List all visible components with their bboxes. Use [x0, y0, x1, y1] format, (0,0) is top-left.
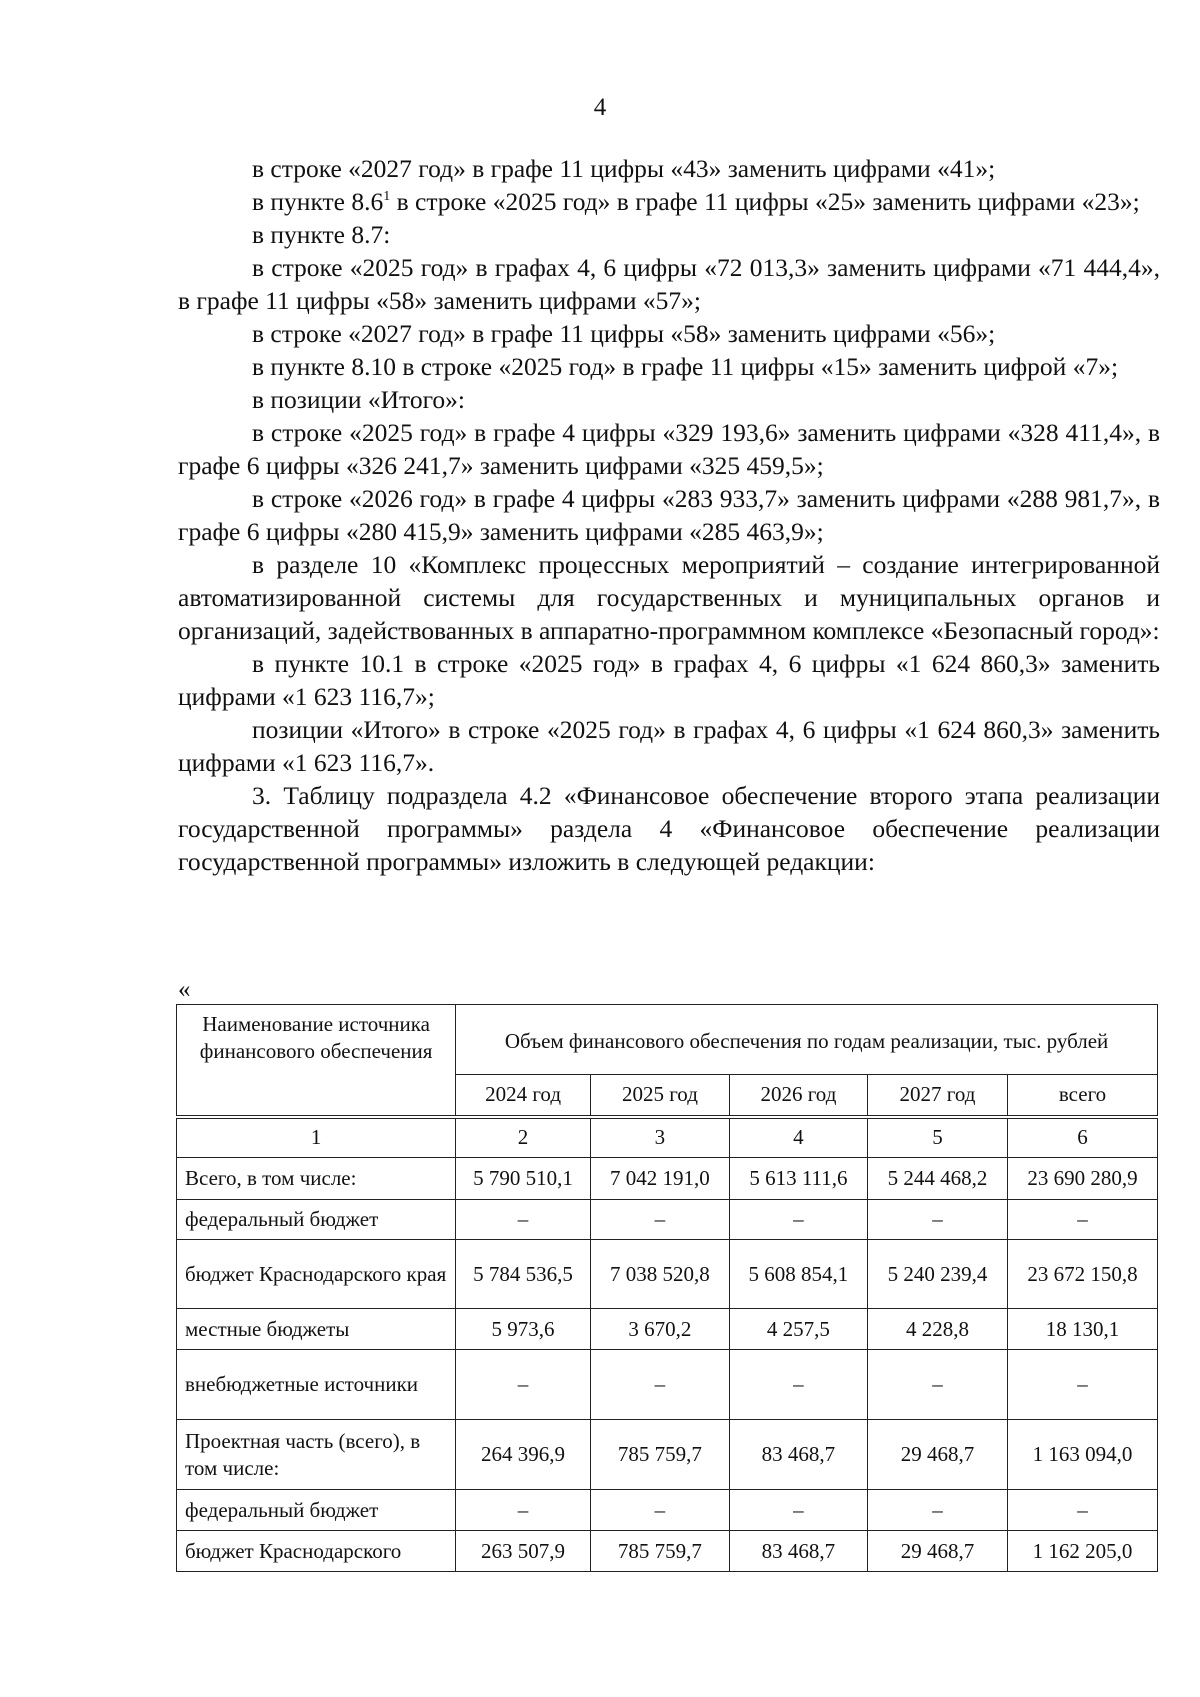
cell-value: 29 468,7	[867, 1531, 1007, 1572]
paragraph: в разделе 10 «Комплекс процессных мероприятий – создание интегрированной автоматизированной системы для государственных и муниципальных органов и организаций, задействованных в аппаратно-программном комплексе «Безопасный город»:	[178, 550, 1160, 645]
column-number: 2	[456, 1117, 591, 1158]
cell-value: –	[590, 1350, 729, 1420]
paragraph: в пункте 8.7:	[252, 220, 391, 249]
column-number: 1	[177, 1117, 456, 1158]
cell-value: 5 790 510,1	[456, 1158, 591, 1200]
cell-value: 785 759,7	[590, 1420, 729, 1490]
cell-value: 7 038 520,8	[590, 1240, 729, 1309]
cell-value: 83 468,7	[729, 1531, 867, 1572]
page-number: 4	[593, 94, 607, 121]
cell-value: –	[867, 1350, 1007, 1420]
row-name: федеральный бюджет	[177, 1490, 456, 1531]
row-name: местные бюджеты	[177, 1309, 456, 1350]
column-number: 4	[729, 1117, 867, 1158]
superscript: 1	[383, 189, 391, 204]
table-header-row	[177, 1005, 1158, 1075]
paragraph: в строке «2026 год» в графе 4 цифры «283 933,7» заменить цифрами «288 981,7», в графе 6 цифры «280 415,9» заменить цифрами «285 463,9»;	[178, 484, 1160, 546]
column-number-row	[177, 1117, 1158, 1158]
row-name: Проектная часть (всего), в том числе:	[177, 1420, 456, 1490]
cell-value: –	[867, 1200, 1007, 1240]
header-total: всего	[1008, 1075, 1158, 1117]
cell-value: 3 670,2	[590, 1309, 729, 1350]
paragraph: в пункте 8.10 в строке «2025 год» в графе 11 цифры «15» заменить цифрой «7»;	[252, 352, 1119, 381]
paragraph: в строке «2027 год» в графе 11 цифры «43» заменить цифрами «41»;	[252, 154, 996, 183]
cell-value: –	[590, 1490, 729, 1531]
cell-value: –	[1008, 1490, 1158, 1531]
header-year: 2024 год	[456, 1075, 591, 1117]
header-source-name: Наименование источника финансового обеспечения	[177, 1005, 456, 1117]
paragraph-text: в пункте 8.6	[252, 187, 384, 216]
header-year: 2027 год	[867, 1075, 1007, 1117]
table-row	[177, 1490, 1158, 1531]
table-row	[177, 1350, 1158, 1420]
table-row	[177, 1309, 1158, 1350]
cell-value: –	[456, 1490, 591, 1531]
column-number: 5	[867, 1117, 1007, 1158]
column-number: 6	[1008, 1117, 1158, 1158]
table-row	[177, 1240, 1158, 1309]
cell-value: –	[729, 1350, 867, 1420]
cell-value: 4 257,5	[729, 1309, 867, 1350]
cell-value: 7 042 191,0	[590, 1158, 729, 1200]
financing-table	[176, 1004, 1158, 1572]
paragraph: в позиции «Итого»:	[252, 385, 465, 414]
cell-value: 5 244 468,2	[867, 1158, 1007, 1200]
cell-value: –	[456, 1350, 591, 1420]
row-name: бюджет Краснодарского края	[177, 1240, 456, 1309]
table-row	[177, 1158, 1158, 1200]
paragraph: позиции «Итого» в строке «2025 год» в графах 4, 6 цифры «1 624 860,3» заменить цифрами «1 623 116,7».	[178, 715, 1160, 777]
paragraph: в строке «2027 год» в графе 11 цифры «58» заменить цифрами «56»;	[252, 319, 996, 348]
column-number: 3	[590, 1117, 729, 1158]
cell-value: 23 672 150,8	[1008, 1240, 1158, 1309]
header-volume: Объем финансового обеспечения по годам реализации, тыс. рублей	[456, 1005, 1158, 1075]
cell-value: 18 130,1	[1008, 1309, 1158, 1350]
document-body	[178, 152, 1160, 878]
cell-value: –	[729, 1200, 867, 1240]
table-row	[177, 1531, 1158, 1572]
cell-value: 1 163 094,0	[1008, 1420, 1158, 1490]
cell-value: 263 507,9	[456, 1531, 591, 1572]
header-year: 2026 год	[729, 1075, 867, 1117]
cell-value: 5 613 111,6	[729, 1158, 867, 1200]
cell-value: –	[1008, 1200, 1158, 1240]
row-name: бюджет Краснодарского	[177, 1531, 456, 1572]
cell-value: 23 690 280,9	[1008, 1158, 1158, 1200]
table-row	[177, 1420, 1158, 1490]
cell-value: 1 162 205,0	[1008, 1531, 1158, 1572]
cell-value: 264 396,9	[456, 1420, 591, 1490]
cell-value: 5 973,6	[456, 1309, 591, 1350]
paragraph: в строке «2025 год» в графе 4 цифры «329 193,6» заменить цифрами «328 411,4», в графе 6 цифры «326 241,7» заменить цифрами «325 459,5»;	[178, 418, 1160, 480]
cell-value: 29 468,7	[867, 1420, 1007, 1490]
cell-value: 83 468,7	[729, 1420, 867, 1490]
table-row	[177, 1200, 1158, 1240]
opening-quote: «	[178, 976, 191, 1003]
cell-value: 5 608 854,1	[729, 1240, 867, 1309]
cell-value: 785 759,7	[590, 1531, 729, 1572]
paragraph-text: в строке «2025 год» в графе 11 цифры «25» заменить цифрами «23»;	[390, 187, 1140, 216]
header-year: 2025 год	[590, 1075, 729, 1117]
cell-value: 4 228,8	[867, 1309, 1007, 1350]
cell-value: –	[590, 1200, 729, 1240]
cell-value: –	[867, 1490, 1007, 1531]
cell-value: –	[456, 1200, 591, 1240]
row-name: внебюджетные источники	[177, 1350, 456, 1420]
cell-value: –	[1008, 1350, 1158, 1420]
paragraph: 3. Таблицу подраздела 4.2 «Финансовое обеспечение второго этапа реализации государственной программы» раздела 4 «Финансовое обеспечение реализации государственной программы» изложить в следующей редакции:	[178, 781, 1160, 876]
row-name: Всего, в том числе:	[177, 1158, 456, 1200]
cell-value: 5 240 239,4	[867, 1240, 1007, 1309]
paragraph: в строке «2025 год» в графах 4, 6 цифры «72 013,3» заменить цифрами «71 444,4», в графе 11 цифры «58» заменить цифрами «57»;	[178, 253, 1160, 315]
paragraph	[178, 185, 1160, 218]
cell-value: –	[729, 1490, 867, 1531]
row-name: федеральный бюджет	[177, 1200, 456, 1240]
cell-value: 5 784 536,5	[456, 1240, 591, 1309]
paragraph: в пункте 10.1 в строке «2025 год» в графах 4, 6 цифры «1 624 860,3» заменить цифрами «1 623 116,7»;	[178, 649, 1160, 711]
